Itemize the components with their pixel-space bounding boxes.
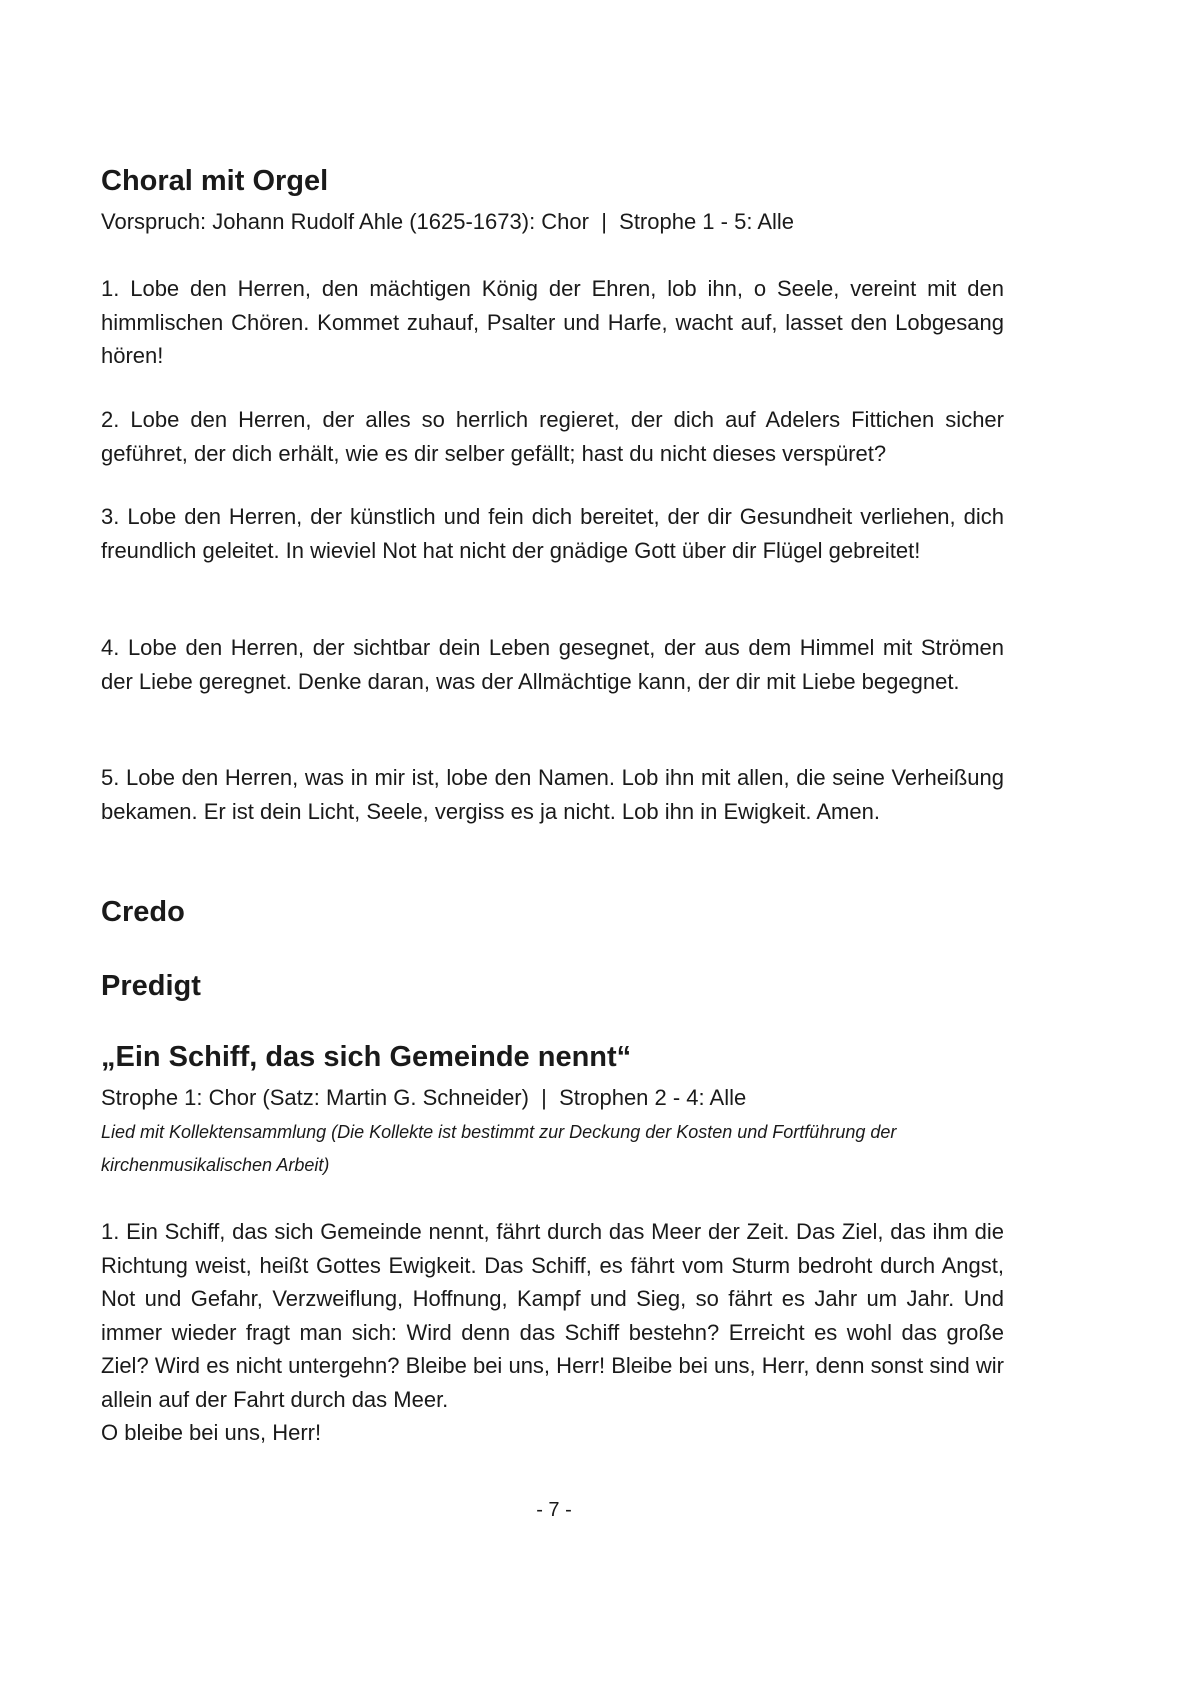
verse-1: 1. Lobe den Herren, den mächtigen König der Ehren, lob ihn, o Seele, vereint mit den himmlischen Chören. Kommet zuhauf, Psalter und Harfe, wacht auf, lasset den Lobgesang hören! [101,276,1004,368]
schiff-refrain: O bleibe bei uns, Herr! [101,1420,322,1445]
section-subtitle-schiff: Strophe 1: Chor (Satz: Martin G. Schneider) | Strophen 2 - 4: Alle [101,1085,747,1110]
verse-4: 4. Lobe den Herren, der sichtbar dein Leben gesegnet, der aus dem Himmel mit Strömen der Liebe geregnet. Denke daran, was der Allmächtige kann, der dir mit Liebe begegnet. [101,635,1004,694]
collection-note: Lied mit Kollektensammlung (Die Kollekte ist bestimmt zur Deckung der Kosten und Fortführung der kirchenmusikalischen Arbeit) [101,1122,897,1175]
section-subtitle-choral: Vorspruch: Johann Rudolf Ahle (1625-1673): Chor | Strophe 1 - 5: Alle [101,209,795,234]
verse-3: 3. Lobe den Herren, der künstlich und fein dich bereitet, der dir Gesundheit verliehen, dich freundlich geleitet. In wieviel Not hat nicht der gnädige Gott über dir Flügel gebreitet! [101,504,1004,563]
page-number: - 7 - [536,1499,572,1521]
verse-5: 5. Lobe den Herren, was in mir ist, lobe den Namen. Lob ihn mit allen, die seine Verheißung bekamen. Er ist dein Licht, Seele, vergiss es ja nicht. Lob ihn in Ewigkeit. Amen. [101,765,1004,824]
section-title-predigt: Predigt [101,970,201,1002]
section-title-credo: Credo [101,896,185,928]
section-title-choral: Choral mit Orgel [101,165,329,197]
verse-2: 2. Lobe den Herren, der alles so herrlich regieret, der dich auf Adelers Fittichen sicher geführet, der dich erhält, wie es dir selber gefällt; hast du nicht dieses verspüret? [101,407,1004,466]
section-title-schiff: „Ein Schiff, das sich Gemeinde nennt“ [101,1041,632,1073]
schiff-verse-1: 1. Ein Schiff, das sich Gemeinde nennt, fährt durch das Meer der Zeit. Das Ziel, das ihm die Richtung weist, heißt Gottes Ewigkeit. Das Schiff, es fährt vom Sturm bedroht durch Angst, Not und Gefahr, Verzweiflung, Hoffnung, Kampf und Sieg, so fährt es Jahr um Jahr. Und immer wieder fragt man sich: Wird denn das Schiff bestehn? Erreicht es wohl das große Ziel? Wird es nicht untergehn? Bleibe bei uns, Herr! Bleibe bei uns, Herr, denn sonst sind wir allein auf der Fahrt durch das Meer. [101,1219,1004,1412]
